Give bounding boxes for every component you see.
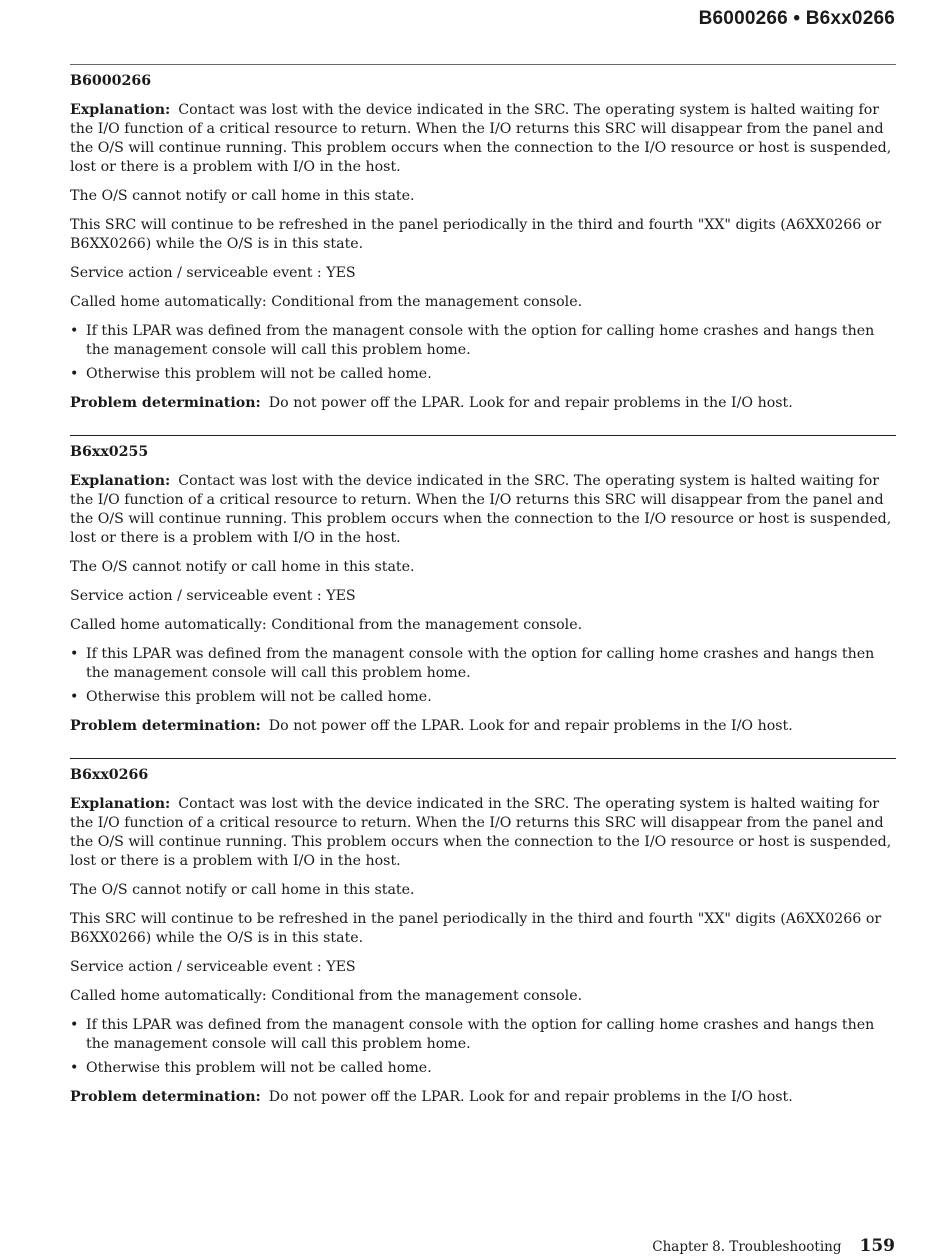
called-home-text: Called home automatically: Conditional from the management console. — [70, 294, 583, 310]
explanation-label: Explanation: — [70, 473, 171, 489]
explanation — [70, 101, 896, 177]
src-code: B6xx0255 — [70, 444, 149, 460]
src-entry-b6xx0266 — [70, 758, 896, 1107]
explanation-label: Explanation: — [70, 102, 171, 118]
list-item: • Otherwise this problem will not be called home. — [70, 365, 896, 384]
problem-determination-label: Problem determination: — [70, 718, 261, 734]
src-code: B6xx0266 — [70, 767, 149, 783]
list-item: • If this LPAR was defined from the managent console with the option for calling home crashes and hangs then the management console will call this problem home. — [70, 1016, 896, 1054]
refresh-text: This SRC will continue to be refreshed in the panel periodically in the third and fourth "XX" digits (A6XX0266 or B6XX0266) while the O/S is in this state. — [70, 911, 882, 946]
service-action-text: Service action / serviceable event : YES — [70, 959, 356, 975]
page-number: 159 — [859, 1236, 895, 1256]
problem-determination-text: Do not power off the LPAR. Look for and repair problems in the I/O host. — [268, 395, 793, 411]
problem-determination-text: Do not power off the LPAR. Look for and repair problems in the I/O host. — [268, 1089, 793, 1105]
explanation-text: Contact was lost with the device indicated in the SRC. The operating system is halted waiting for the I/O function of a critical resource to return. When the I/O returns this SRC will disappear from the panel and the O/S will continue running. This problem occurs when the connection to the I/O resource or host is suspended, lost or there is a problem with I/O in the host. — [70, 473, 892, 546]
problem-determination — [70, 717, 896, 736]
no-notify-text: The O/S cannot notify or call home in this state. — [70, 882, 415, 898]
no-notify-text: The O/S cannot notify or call home in this state. — [70, 559, 415, 575]
src-entry-b6000266 — [70, 64, 896, 413]
service-action-text: Service action / serviceable event : YES — [70, 265, 356, 281]
list-item: • If this LPAR was defined from the managent console with the option for calling home crashes and hangs then the management console will call this problem home. — [70, 645, 896, 683]
called-home-text: Called home automatically: Conditional from the management console. — [70, 988, 583, 1004]
bullet-list — [70, 645, 896, 707]
src-entry-b6xx0255 — [70, 435, 896, 736]
explanation-text: Contact was lost with the device indicated in the SRC. The operating system is halted waiting for the I/O function of a critical resource to return. When the I/O returns this SRC will disappear from the panel and the O/S will continue running. This problem occurs when the connection to the I/O resource or host is suspended, lost or there is a problem with I/O in the host. — [70, 796, 892, 869]
document-body — [70, 64, 896, 1117]
running-head: B6000266 • B6xx0266 — [698, 8, 895, 29]
no-notify-text: The O/S cannot notify or call home in this state. — [70, 188, 415, 204]
refresh-text: This SRC will continue to be refreshed in the panel periodically in the third and fourth "XX" digits (A6XX0266 or B6XX0266) while the O/S is in this state. — [70, 217, 882, 252]
problem-determination-label: Problem determination: — [70, 395, 261, 411]
explanation-label: Explanation: — [70, 796, 171, 812]
problem-determination-text: Do not power off the LPAR. Look for and repair problems in the I/O host. — [268, 718, 793, 734]
problem-determination — [70, 1088, 896, 1107]
list-item: • If this LPAR was defined from the managent console with the option for calling home crashes and hangs then the management console will call this problem home. — [70, 322, 896, 360]
problem-determination-label: Problem determination: — [70, 1089, 261, 1105]
service-action-text: Service action / serviceable event : YES — [70, 588, 356, 604]
src-code: B6000266 — [70, 73, 152, 89]
explanation — [70, 795, 896, 871]
explanation — [70, 472, 896, 548]
bullet-list — [70, 1016, 896, 1078]
list-item: • Otherwise this problem will not be called home. — [70, 1059, 896, 1078]
page-footer — [652, 1236, 895, 1256]
explanation-text: Contact was lost with the device indicated in the SRC. The operating system is halted waiting for the I/O function of a critical resource to return. When the I/O returns this SRC will disappear from the panel and the O/S will continue running. This problem occurs when the connection to the I/O resource or host is suspended, lost or there is a problem with I/O in the host. — [70, 102, 892, 175]
problem-determination — [70, 394, 896, 413]
bullet-list — [70, 322, 896, 384]
list-item: • Otherwise this problem will not be called home. — [70, 688, 896, 707]
chapter-title: Chapter 8. Troubleshooting — [652, 1239, 842, 1255]
called-home-text: Called home automatically: Conditional from the management console. — [70, 617, 583, 633]
